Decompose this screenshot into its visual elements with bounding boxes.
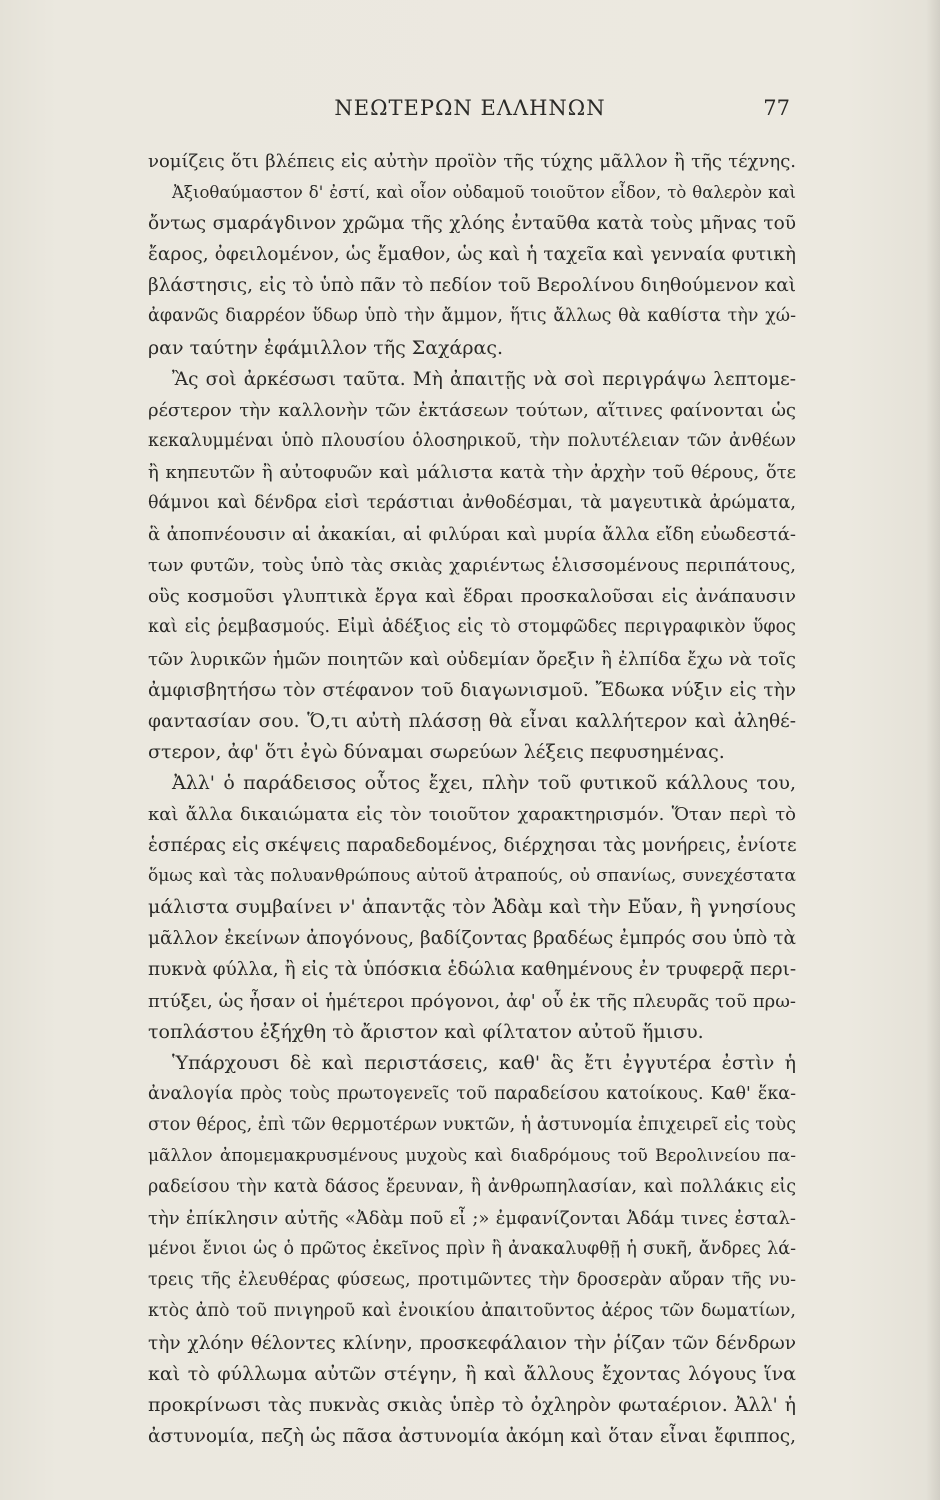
running-title: ΝΕΩΤΕΡΩΝ ΕΛΛΗΝΩΝ <box>334 96 606 120</box>
text-line: ὅμως καὶ τὰς πολυανθρώπους αὐτοῦ ἀτραπούς, οὐ σπανίως, συνεχέστατα <box>148 866 796 887</box>
text-line: ἔαρος, ὀφειλομένον, ὡς ἔμαθον, ὡς καὶ ἡ ταχεῖα καὶ γενναία φυτικὴ <box>148 244 796 266</box>
text-line: ἃ ἀποπνέουσιν αἱ ἀκακίαι, αἱ φιλύραι καὶ μυρία ἄλλα εἴδη εὐωδεστά- <box>148 524 796 546</box>
page-number: 77 <box>763 96 790 120</box>
text-line: τοπλάστου ἐξήχθη τὸ ἄριστον καὶ φίλτατον αὐτοῦ ἥμισυ. <box>148 1020 704 1043</box>
text-line: μένοι ἔνιοι ὡς ὁ πρῶτος ἐκεῖνος πρὶν ἢ ἀνακαλυφθῇ ἡ συκῆ, ἄνδρες λά- <box>148 1239 796 1260</box>
text-line: πυκνὰ φύλλα, ἢ εἰς τὰ ὑπόσκια ἑδώλια καθημένους ἐν τρυφερᾷ περι- <box>148 959 797 981</box>
text-line: ὄντως σμαράγδινον χρῶμα τῆς χλόης ἐνταῦθα κατὰ τοὺς μῆνας τοῦ <box>148 213 796 235</box>
text-line: ἀφανῶς διαρρέον ὕδωρ ὑπὸ τὴν ἄμμον, ἥτις ἄλλως θὰ καθίστα τὴν χώ- <box>148 306 796 327</box>
text-line: μᾶλλον ἐκείνων ἀπογόνους, βαδίζοντας βραδέως ἐμπρός σου ὑπὸ τὰ <box>148 928 796 950</box>
text-line: οὓς κοσμοῦσι γλυπτικὰ ἔργα καὶ ἕδραι προσκαλοῦσαι εἰς ἀνάπαυσιν <box>148 586 796 608</box>
text-line: βλάστησις, εἰς τὸ ὑπὸ πᾶν τὸ πεδίον τοῦ Βερολίνου διηθούμενον καὶ <box>148 275 796 297</box>
text-line: νομίζεις ὅτι βλέπεις εἰς αὐτὴν προϊὸν τῆς τύχης μᾶλλον ἢ τῆς τέχνης. <box>148 151 796 172</box>
page-edge-shadow <box>926 0 940 1500</box>
text-line: Ἀλλ' ὁ παράδεισος οὗτος ἔχει, πλὴν τοῦ φυτικοῦ κάλλους του, <box>172 771 796 794</box>
text-line: Ὑπάρχουσι δὲ καὶ περιστάσεις, καθ' ἃς ἔτι ἐγγυτέρα ἐστὶν ἡ <box>172 1051 796 1074</box>
text-body <box>148 146 796 1452</box>
text-line: Ἂς σοὶ ἀρκέσωσι ταῦτα. Μὴ ἀπαιτῇς νὰ σοὶ περιγράψω λεπτομε- <box>172 368 796 390</box>
page-header <box>0 92 940 132</box>
text-line: καὶ εἰς ῥεμβασμούς. Εἰμὶ ἀδέξιος εἰς τὸ στομφῶδες περιγραφικὸν ὕφος <box>148 617 796 638</box>
text-line: στον θέρος, ἐπὶ τῶν θερμοτέρων νυκτῶν, ἡ ἀστυνομία ἐπιχειρεῖ εἰς τοὺς <box>148 1114 796 1135</box>
text-line: μάλιστα συμβαίνει ν' ἀπαντᾷς τὸν Ἀδὰμ καὶ τὴν Εὔαν, ἢ γνησίους <box>148 896 796 919</box>
text-line: τὴν ἐπίκλησιν αὐτῆς «Ἀδὰμ ποῦ εἶ ;» ἐμφανίζονται Ἀδάμ τινες ἐσταλ- <box>148 1208 796 1230</box>
text-line: καὶ ἄλλα δικαιώματα εἰς τὸν τοιοῦτον χαρακτηρισμόν. Ὅταν περὶ τὸ <box>148 803 796 825</box>
text-line: στερον, ἀφ' ὅτι ἐγὼ δύναμαι σωρεύων λέξεις πεφυσημένας. <box>148 740 725 763</box>
text-line: προκρίνωσι τὰς πυκνὰς σκιὰς ὑπὲρ τὸ ὀχληρὸν φωταέριον. Ἀλλ' ἡ <box>148 1393 796 1416</box>
text-line: Ἀξιοθαύμαστον δ' ἐστί, καὶ οἷον οὐδαμοῦ τοιοῦτον εἶδον, τὸ θαλερὸν καὶ <box>172 183 796 203</box>
text-line: θάμνοι καὶ δένδρα εἰσὶ τεράστιαι ἀνθοδέσμαι, τὰ μαγευτικὰ ἀρώματα, <box>148 493 796 514</box>
text-line: ραδείσου τὴν κατὰ δάσος ἔρευναν, ἢ ἀνθρωπηλασίαν, καὶ πολλάκις εἰς <box>148 1177 796 1198</box>
text-line: φαντασίαν σου. Ὅ,τι αὐτὴ πλάσσῃ θὰ εἶναι καλλήτερον καὶ ἀληθέ- <box>148 710 796 732</box>
text-line: κεκαλυμμέναι ὑπὸ πλουσίου ὁλοσηρικοῦ, τὴν πολυτέλειαν τῶν ἀνθέων <box>148 430 796 451</box>
text-line: ἀμφισβητήσω τὸν στέφανον τοῦ διαγωνισμοῦ. Ἔδωκα νύξιν εἰς τὴν <box>148 679 796 701</box>
text-line: ἑσπέρας εἰς σκέψεις παραδεδομένος, διέρχησαι τὰς μονήρεις, ἐνίοτε <box>148 835 797 857</box>
text-line: τρεις τῆς ἐλευθέρας φύσεως, προτιμῶντες τὴν δροσερὰν αὔραν τῆς νυ- <box>148 1270 796 1291</box>
text-line: πτύξει, ὡς ἦσαν οἱ ἡμέτεροι πρόγονοι, ἀφ' οὗ ἐκ τῆς πλευρᾶς τοῦ πρω- <box>148 990 796 1012</box>
text-line: ἀναλογία πρὸς τοὺς πρωτογενεῖς τοῦ παραδείσου κατοίκους. Καθ' ἕκα- <box>148 1083 796 1104</box>
text-line: ἀστυνομία, πεζὴ ὡς πᾶσα ἀστυνομία ἀκόμη καὶ ὅταν εἶναι ἔφιππος, <box>148 1425 796 1447</box>
text-line: τῶν λυρικῶν ἡμῶν ποιητῶν καὶ οὐδεμίαν ὄρεξιν ἢ ἐλπίδα ἔχω νὰ τοῖς <box>148 648 796 670</box>
text-line: των φυτῶν, τοὺς ὑπὸ τὰς σκιὰς χαριέντως ἑλισσομένους περιπάτους, <box>148 555 796 577</box>
text-line: κτὸς ἀπὸ τοῦ πνιγηροῦ καὶ ἐνοικίου ἀπαιτοῦντος ἀέρος τῶν δωματίων, <box>148 1301 796 1322</box>
text-line: καὶ τὸ φύλλωμα αὐτῶν στέγην, ἢ καὶ ἄλλους ἔχοντας λόγους ἵνα <box>148 1362 796 1385</box>
text-line: μᾶλλον ἀπομεμακρυσμένους μυχοὺς καὶ διαδρόμους τοῦ Βερολινείου πα- <box>148 1146 796 1166</box>
text-line: ραν ταύτην ἐφάμιλλον τῆς Σαχάρας. <box>148 336 504 359</box>
text-line: ρέστερον τὴν καλλονὴν τῶν ἐκτάσεων τούτων, αἵτινες φαίνονται ὡς <box>148 399 796 421</box>
text-line: ἢ κηπευτῶν ἢ αὐτοφυῶν καὶ μάλιστα κατὰ τὴν ἀρχὴν τοῦ θέρους, ὅτε <box>148 461 796 483</box>
text-line: τὴν χλόην θέλοντες κλίνην, προσκεφάλαιον τὴν ῥίζαν τῶν δένδρων <box>148 1332 796 1354</box>
